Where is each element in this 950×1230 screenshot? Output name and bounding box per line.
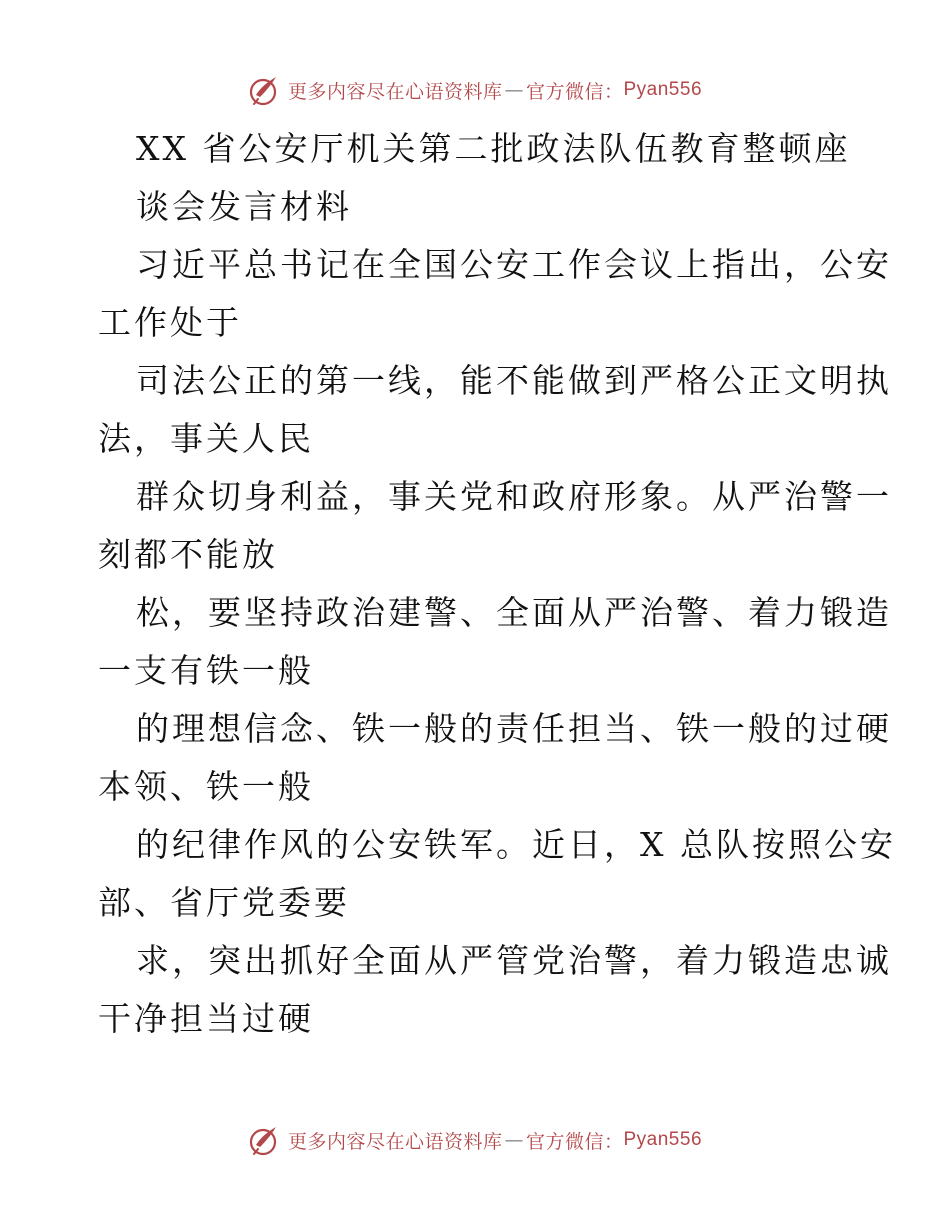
watermark-id: Pyan556	[623, 79, 703, 100]
body-line: 司法公正的第一线，能不能做到严格公正文明执	[136, 361, 892, 400]
body-line: 工作处于	[98, 303, 242, 342]
body-line: 本领、铁一般	[98, 767, 314, 806]
title-line-1: XX 省公安厅机关第二批政法队伍教育整顿座	[136, 129, 851, 168]
quill-logo-icon	[248, 1123, 282, 1157]
quill-logo-icon	[248, 73, 282, 107]
body-line: 一支有铁一般	[98, 651, 314, 690]
body-line: 松，要坚持政治建警、全面从严治警、着力锻造	[136, 593, 892, 632]
body-line: 法，事关人民	[98, 419, 314, 458]
body-line: 习近平总书记在全国公安工作会议上指出，公安	[136, 245, 892, 284]
body-line: 刻都不能放	[98, 535, 278, 574]
body-line: 群众切身利益，事关党和政府形象。从严治警一	[136, 477, 892, 516]
watermark-dash: —	[504, 1129, 524, 1151]
title-line-2: 谈会发言材料	[136, 187, 352, 226]
body-line: 求，突出抓好全面从严管党治警，着力锻造忠诚	[136, 941, 892, 980]
watermark-dash: —	[504, 79, 524, 101]
body-line: 的纪律作风的公安铁军。近日，X 总队按照公安	[136, 825, 896, 864]
watermark-text: 更多内容尽在心语资料库	[287, 1130, 503, 1153]
watermark-suffix: 官方微信：	[525, 80, 624, 103]
body-line: 的理想信念、铁一般的责任担当、铁一般的过硬	[136, 709, 892, 748]
header-watermark	[0, 70, 950, 110]
footer-watermark	[0, 1120, 950, 1160]
watermark-text: 更多内容尽在心语资料库	[287, 80, 503, 103]
body-line: 部、省厅党委要	[98, 883, 350, 922]
body-line: 干净担当过硬	[98, 999, 314, 1038]
watermark-suffix: 官方微信：	[525, 1130, 624, 1153]
watermark-id: Pyan556	[623, 1129, 703, 1150]
